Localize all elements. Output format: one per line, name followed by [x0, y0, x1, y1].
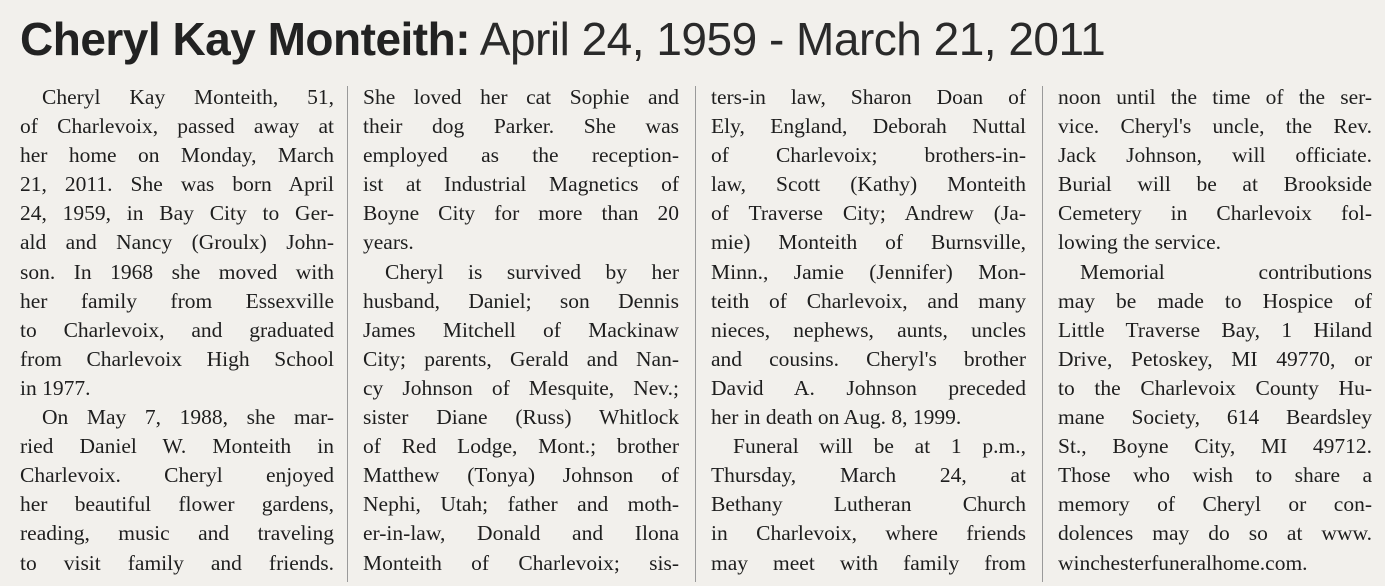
life-dates: April 24, 1959 - March 21, 2011 [479, 13, 1106, 65]
text-line: Matthew (Tonya) Johnson of [363, 463, 679, 488]
text-line: to the Charlevoix County Hu- [1058, 375, 1372, 400]
text-line: lowing the service. [1058, 230, 1221, 255]
text-line: 24, 1959, in Bay City to Ger- [20, 201, 334, 226]
text-line: Charlevoix. Cheryl enjoyed [20, 463, 334, 488]
text-column-1 [20, 83, 334, 578]
text-line: winchesterfuneralhome.com. [1058, 550, 1308, 575]
text-line: Thursday, March 24, at [711, 463, 1026, 488]
text-line: Little Traverse Bay, 1 Hiland [1058, 317, 1372, 342]
text-line: from Charlevoix High School [20, 346, 334, 371]
text-line: in 1977. [20, 375, 91, 400]
text-line: in Charlevoix, where friends [711, 521, 1026, 546]
text-line: Cemetery in Charlevoix fol- [1058, 201, 1372, 226]
text-line: She loved her cat Sophie and [363, 85, 679, 109]
deceased-name: Cheryl Kay Monteith: [20, 13, 471, 65]
text-line: vice. Cheryl's uncle, the Rev. [1058, 114, 1372, 139]
text-line: of Red Lodge, Mont.; brother [363, 434, 679, 459]
text-line: of Charlevoix; brothers-in- [711, 143, 1026, 168]
text-line: sister Diane (Russ) Whitlock [363, 405, 679, 430]
text-line: Drive, Petoskey, MI 49770, or [1058, 346, 1372, 371]
text-line: ald and Nancy (Groulx) John- [20, 230, 334, 255]
text-line: reading, music and traveling [20, 521, 334, 546]
text-line: noon until the time of the ser- [1058, 85, 1372, 109]
text-line: City; parents, Gerald and Nan- [363, 346, 679, 371]
text-line: Boyne City for more than 20 [363, 201, 679, 226]
text-line: Jack Johnson, will officiate. [1058, 143, 1372, 168]
text-line: son. In 1968 she moved with [20, 259, 334, 284]
text-line: David A. Johnson preceded [711, 375, 1026, 400]
text-line: Funeral will be at 1 p.m., [733, 434, 1026, 459]
text-line: dolences may do so at www. [1058, 521, 1372, 546]
text-line: Cheryl Kay Monteith, 51, [42, 85, 334, 109]
text-line: teith of Charlevoix, and many [711, 288, 1026, 313]
text-line: may be made to Hospice of [1058, 288, 1372, 313]
text-line: ist at Industrial Magnetics of [363, 172, 679, 197]
text-line: Nephi, Utah; father and moth- [363, 492, 679, 517]
text-line: Monteith of Charlevoix; sis- [363, 550, 679, 575]
obituary-headline [20, 6, 1105, 72]
text-column-2 [363, 83, 679, 578]
obituary-body [0, 83, 1385, 583]
text-line: Bethany Lutheran Church [711, 492, 1026, 517]
text-line: ters-in law, Sharon Doan of [711, 85, 1026, 109]
text-line: 21, 2011. She was born April [20, 172, 334, 197]
text-line: and cousins. Cheryl's brother [711, 346, 1026, 371]
text-line: her in death on Aug. 8, 1999. [711, 405, 962, 430]
text-line: Minn., Jamie (Jennifer) Mon- [711, 259, 1026, 284]
text-line: Those who wish to share a [1058, 463, 1372, 488]
text-line: to visit family and friends. [20, 550, 334, 575]
text-line: her beautiful flower gardens, [20, 492, 334, 517]
text-line: cy Johnson of Mesquite, Nev.; [363, 375, 679, 400]
text-line: mie) Monteith of Burnsville, [711, 230, 1026, 255]
text-line: On May 7, 1988, she mar- [42, 405, 334, 430]
text-line: to Charlevoix, and graduated [20, 317, 334, 342]
text-line: ried Daniel W. Monteith in [20, 434, 334, 459]
text-line: law, Scott (Kathy) Monteith [711, 172, 1026, 197]
text-column-4 [1058, 83, 1372, 578]
text-line: Ely, England, Deborah Nuttal [711, 114, 1026, 139]
text-line: her home on Monday, March [20, 143, 334, 168]
text-line: St., Boyne City, MI 49712. [1058, 434, 1372, 459]
text-line: memory of Cheryl or con- [1058, 492, 1372, 517]
text-line: may meet with family from [711, 550, 1026, 575]
text-line: er-in-law, Donald and Ilona [363, 521, 679, 546]
text-line: of Traverse City; Andrew (Ja- [711, 201, 1026, 226]
text-line: years. [363, 230, 414, 255]
text-line: their dog Parker. She was [363, 114, 679, 139]
text-line: nieces, nephews, aunts, uncles [711, 317, 1026, 342]
text-column-3 [711, 83, 1026, 578]
text-line: Burial will be at Brookside [1058, 172, 1372, 197]
text-line: Memorial contributions [1080, 259, 1372, 284]
text-line: her family from Essexville [20, 288, 334, 313]
text-line: husband, Daniel; son Dennis [363, 288, 679, 313]
text-line: of Charlevoix, passed away at [20, 114, 334, 139]
text-line: mane Society, 614 Beardsley [1058, 405, 1372, 430]
text-line: James Mitchell of Mackinaw [363, 317, 679, 342]
text-line: Cheryl is survived by her [385, 259, 679, 284]
text-line: employed as the reception- [363, 143, 679, 168]
